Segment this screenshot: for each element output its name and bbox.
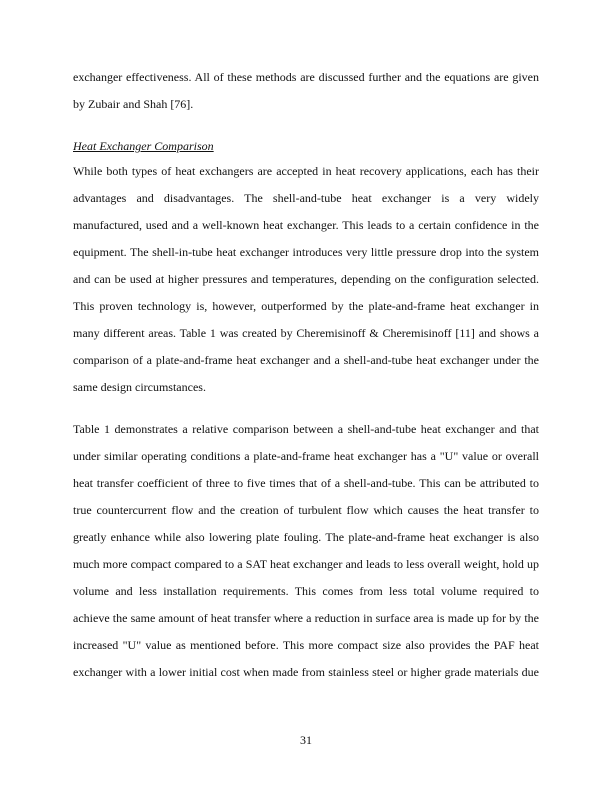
section-heading: Heat Exchanger Comparison [73, 139, 214, 153]
text-line: under similar operating conditions a plate-and-frame heat exchanger has a "U" value or overall [73, 449, 539, 463]
text-line: manufactured, used and a well-known heat exchanger. This leads to a certain confidence in the [73, 218, 539, 232]
text-line: volume and less installation requirements. This comes from less total volume required to [73, 584, 539, 598]
text-line: increased "U" value as mentioned before. This more compact size also provides the PAF heat [73, 638, 539, 652]
text-line: While both types of heat exchangers are accepted in heat recovery applications, each has their [73, 164, 539, 178]
text-line: many different areas. Table 1 was created by Cheremisinoff & Cheremisinoff [11] and shows a [73, 326, 539, 340]
text-line: exchanger effectiveness. All of these methods are discussed further and the equations are given [73, 70, 539, 84]
text-line: This proven technology is, however, outperformed by the plate-and-frame heat exchanger in [73, 299, 539, 313]
text-line: Table 1 demonstrates a relative comparison between a shell-and-tube heat exchanger and that [73, 422, 539, 436]
text-line: by Zubair and Shah [76]. [73, 97, 194, 111]
text-line: much more compact compared to a SAT heat exchanger and leads to less overall weight, hold up [73, 557, 539, 571]
text-line: and can be used at higher pressures and temperatures, depending on the configuration selected. [73, 272, 539, 286]
text-line: true countercurrent flow and the creation of turbulent flow which causes the heat transfer to [73, 503, 539, 517]
text-line: greatly enhance while also lowering plate fouling. The plate-and-frame heat exchanger is also [73, 530, 539, 544]
text-line: comparison of a plate-and-frame heat exchanger and a shell-and-tube heat exchanger under the [73, 353, 539, 367]
text-line: exchanger with a lower initial cost when made from stainless steel or higher grade materials due [73, 665, 539, 679]
text-line: advantages and disadvantages. The shell-and-tube heat exchanger is a very widely [73, 191, 539, 205]
text-line: same design circumstances. [73, 380, 206, 394]
text-line: equipment. The shell-in-tube heat exchanger introduces very little pressure drop into the system [73, 245, 539, 259]
page-number: 31 [300, 733, 312, 747]
text-line: heat transfer coefficient of three to five times that of a shell-and-tube. This can be attributed to [73, 476, 539, 490]
text-line: achieve the same amount of heat transfer where a reduction in surface area is made up for by the [73, 611, 539, 625]
